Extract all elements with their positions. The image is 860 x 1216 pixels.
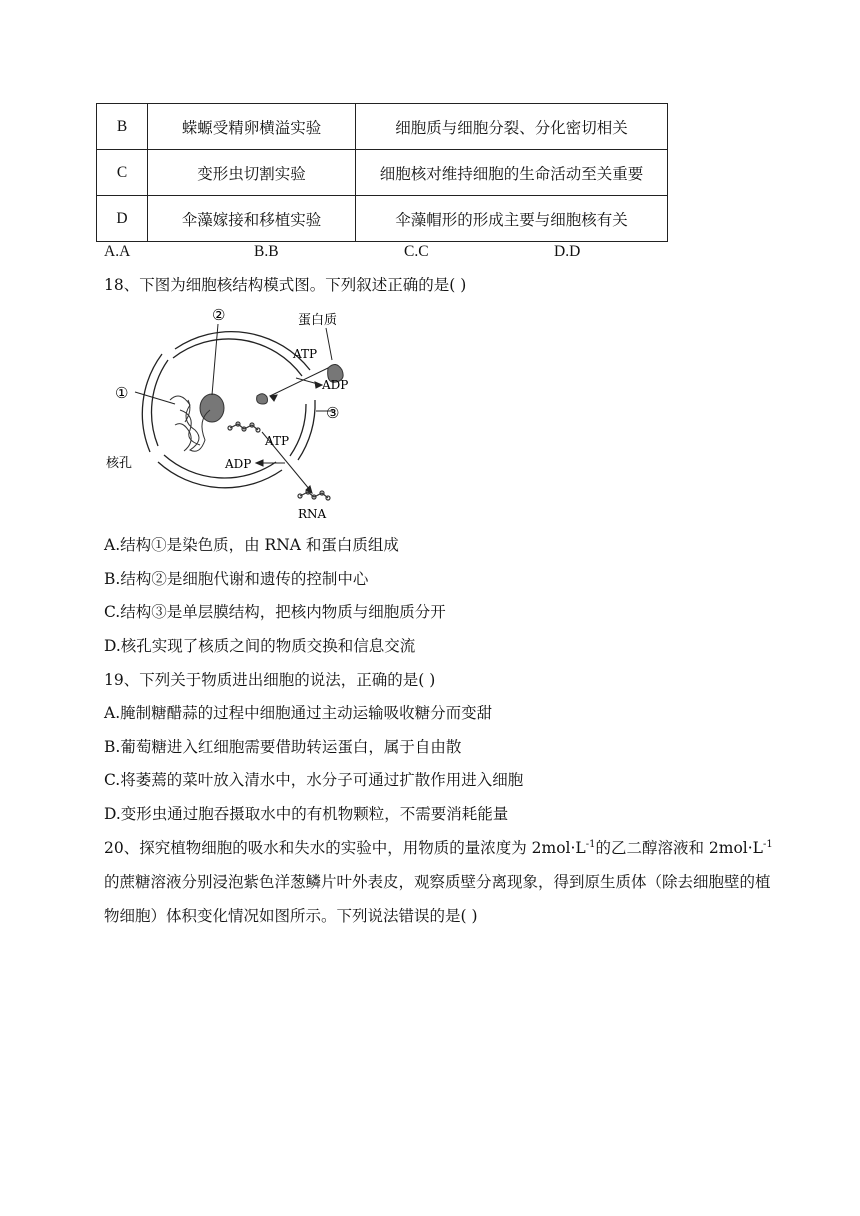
leader-line <box>212 324 218 395</box>
q19-option-d: D.变形虫通过胞吞摄取水中的有机物颗粒，不需要消耗能量 <box>104 805 509 823</box>
table-row <box>97 196 668 242</box>
q18-option-a: A.结构①是染色质，由 RNA 和蛋白质组成 <box>104 536 399 554</box>
table-cell-experiment: 伞藻嫁接和移植实验 <box>148 196 356 242</box>
label-adp-top: ADP <box>322 378 349 392</box>
table-row <box>97 150 668 196</box>
table-cell-key: B <box>97 104 148 150</box>
label-protein: 蛋白质 <box>298 313 338 328</box>
q20-sup-1: -1 <box>585 839 596 850</box>
label-atp-bottom: ATP <box>265 434 290 448</box>
q19-stem: 19、下列关于物质进出细胞的说法，正确的是( ) <box>104 671 436 689</box>
q18-option-c: C.结构③是单层膜结构，把核内物质与细胞质分开 <box>104 603 446 621</box>
label-structure-2: ② <box>212 306 226 324</box>
q17-option-d: D.D <box>554 243 581 260</box>
protein-blob-small <box>257 394 268 404</box>
table-cell-experiment: 蝾螈受精卵横溢实验 <box>148 104 356 150</box>
table-cell-conclusion: 伞藻帽形的形成主要与细胞核有关 <box>356 196 668 242</box>
table-cell-conclusion: 细胞质与细胞分裂、分化密切相关 <box>356 104 668 150</box>
label-structure-3: ③ <box>326 404 340 422</box>
experiment-table <box>96 103 668 242</box>
label-structure-1: ① <box>115 384 129 402</box>
nucleus-diagram <box>100 300 380 525</box>
q20-text-1: 20、探究植物细胞的吸水和失水的实验中，用物质的量浓度为 2mol·L <box>104 839 586 858</box>
table-cell-key: C <box>97 150 148 196</box>
q19-option-b: B.葡萄糖进入红细胞需要借助转运蛋白，属于自由散 <box>104 738 462 756</box>
label-adp-bottom: ADP <box>225 457 252 471</box>
q20-text-2: 的乙二醇溶液和 2mol·L <box>595 839 763 858</box>
table-cell-key: D <box>97 196 148 242</box>
q20-stem <box>104 828 774 933</box>
table-cell-experiment: 变形虫切割实验 <box>148 150 356 196</box>
q19-option-a: A.腌制糖醋蒜的过程中细胞通过主动运输吸收糖分而变甜 <box>104 704 493 722</box>
label-rna: RNA <box>298 507 327 521</box>
q17-option-a: A.A <box>104 243 131 260</box>
q18-option-d: D.核孔实现了核质之间的物质交换和信息交流 <box>104 637 416 655</box>
label-atp-top: ATP <box>293 347 318 361</box>
q20-text-3: 的蔗糖溶液分别浸泡紫色洋葱鳞片叶外表皮，观察质壁分离现象，得到原生质体（除去细胞壁的植物细胞）体积变化情况如图所示。下列说法错误的是( ) <box>104 873 771 926</box>
q17-option-b: B.B <box>254 243 279 260</box>
rna-chain-outside <box>298 490 330 500</box>
leader-line <box>135 392 175 404</box>
q18-option-b: B.结构②是细胞代谢和遗传的控制中心 <box>104 570 369 588</box>
q17-option-c: C.C <box>404 243 429 260</box>
q18-stem: 18、下图为细胞核结构模式图。下列叙述正确的是( ) <box>104 276 467 294</box>
label-nuclear-pore: 核孔 <box>106 456 133 471</box>
leader-line <box>326 328 332 360</box>
q19-option-c: C.将萎蔫的菜叶放入清水中，水分子可通过扩散作用进入细胞 <box>104 771 524 789</box>
table-cell-conclusion: 细胞核对维持细胞的生命活动至关重要 <box>356 150 668 196</box>
rna-chain <box>228 422 260 432</box>
table-row <box>97 104 668 150</box>
q20-sup-2: -1 <box>762 839 773 850</box>
